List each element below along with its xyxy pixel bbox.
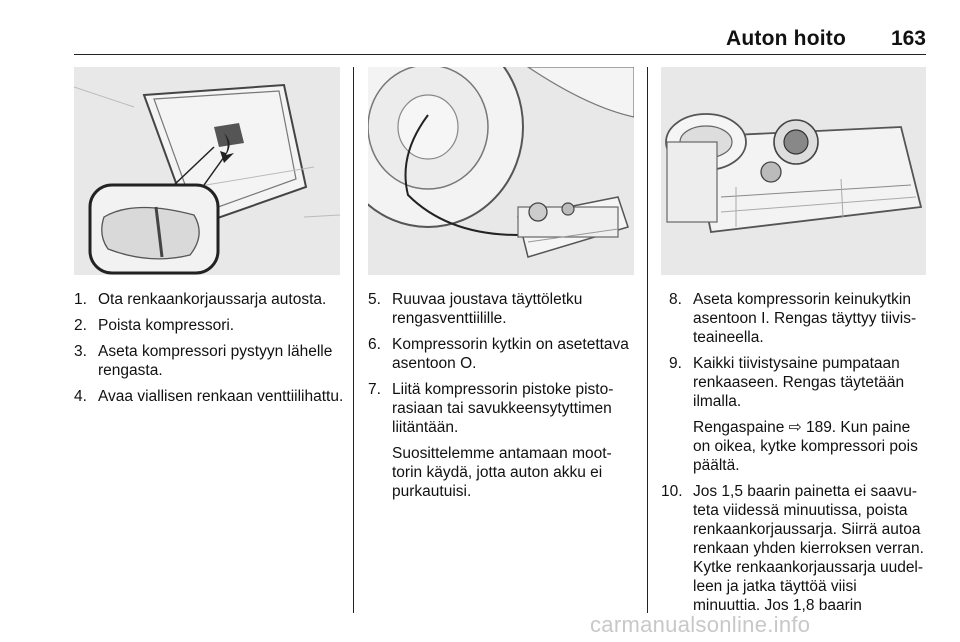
list-item: 2. Poista kompressori. xyxy=(74,317,235,334)
instruction-list xyxy=(661,290,926,622)
list-item: 9. Kaikki tiivistysaine pumpataan renkaaseen. Rengas täytetään ilmalla. Rengaspaine ⇨ 189. Kun paine on oikea, kytke kompressori pois päältä. xyxy=(661,354,926,475)
list-item: 1. Ota renkaankorjaussarja autosta. xyxy=(74,291,327,308)
list-item: 3. Aseta kompressori pystyyn lähelle rengasta. xyxy=(74,343,333,379)
page-header xyxy=(74,24,926,55)
step-note: Rengaspaine ⇨ 189. Kun paine on oikea, kytke kompressori pois päältä. xyxy=(693,419,918,474)
list-item: 5. Ruuvaa joustava täyttöletku rengasventtiilille. xyxy=(368,291,583,327)
instruction-list xyxy=(368,290,634,508)
compressor-hose-illustration xyxy=(368,67,634,275)
trunk-compartment-illustration xyxy=(74,67,340,275)
watermark: carmanualsonline.info xyxy=(590,612,811,637)
list-item: 6. Kompressorin kytkin on asetettava asentoon O. xyxy=(368,336,629,372)
instruction-list xyxy=(74,290,344,413)
section-title: Auton hoito xyxy=(726,27,846,50)
step-note: Suosittelemme antamaan moottorin käydä, jotta auton akku ei purkautuisi. xyxy=(392,445,612,500)
list-item: 7. Liitä kompressorin pistoke pistorasiaan tai savukkeensytyttimen liitäntään. Suosittelemme antamaan moottorin käydä, jotta auton akku ei purkautuisi. xyxy=(368,380,634,501)
column-divider xyxy=(353,67,354,613)
compressor-closeup-illustration xyxy=(661,67,926,275)
list-item: 10. Jos 1,5 baarin painetta ei saavuteta viidessä minuutissa, poista renkaankorjaussarja. Siirrä autoa renkaan yhden kierroksen verran. Kytke renkaankorjaussarja uudelleen ja jatka täyttöä viisi minuuttia. Jos 1,8 baarin xyxy=(661,483,924,614)
list-item: 4. Avaa viallisen renkaan venttiilihattu. xyxy=(74,388,344,405)
page-number: 163 xyxy=(890,27,926,50)
column-divider xyxy=(647,67,648,613)
list-item: 8. Aseta kompressorin keinukytkin asentoon I. Rengas täyttyy tiivisteaineella. xyxy=(669,291,917,346)
